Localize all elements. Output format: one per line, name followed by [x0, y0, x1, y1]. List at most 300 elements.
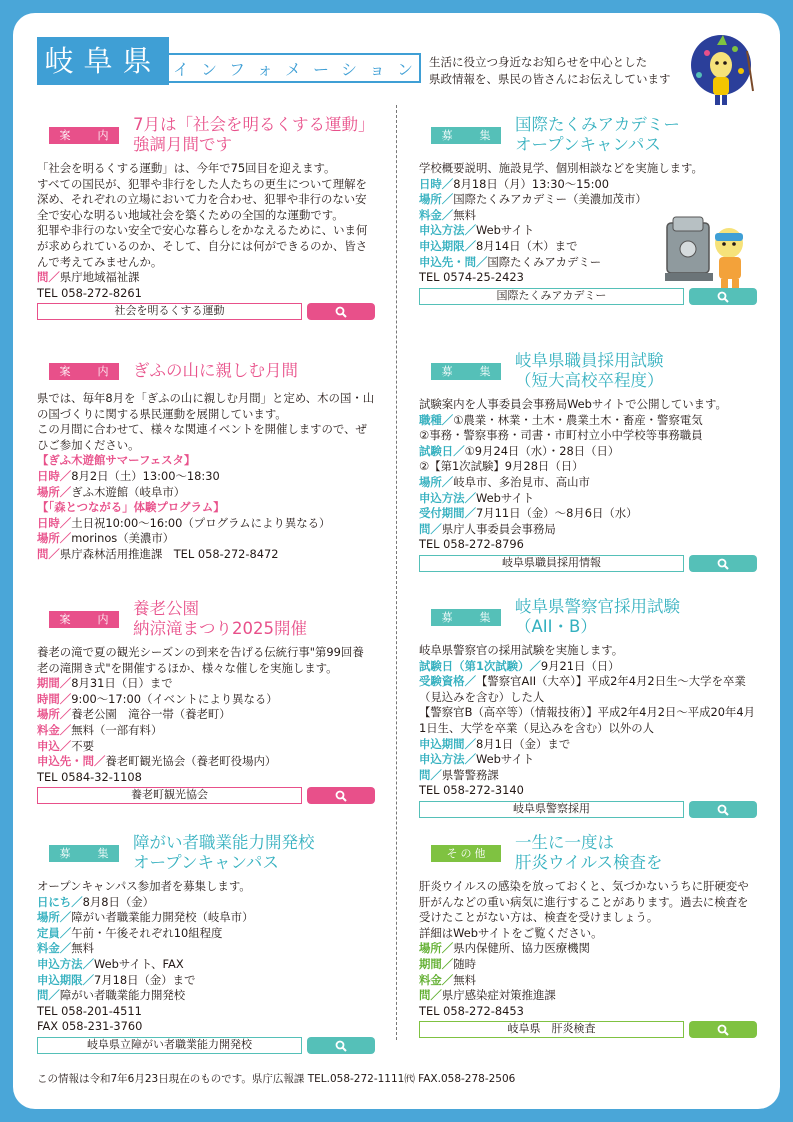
label-separator: ／ — [441, 192, 454, 207]
article-header — [37, 833, 375, 879]
field-value: 犯罪や非行のない安全で安心な暮らしをかなえるために、いま何が求められているのか、そして、自分には何ができるのか、皆さんで考えてみませんか。 — [37, 223, 368, 269]
field-label: 日にち — [37, 894, 72, 909]
field-value: 無料 — [453, 207, 476, 222]
search-button[interactable] — [689, 288, 757, 305]
body-line — [37, 988, 375, 1004]
body-line — [419, 459, 757, 475]
search-icon — [717, 1024, 729, 1036]
field-value: 県警警務課 — [441, 767, 499, 782]
body-line — [37, 1019, 375, 1035]
label-separator: ／ — [529, 658, 541, 673]
field-value: TEL 058-272-8796 — [419, 537, 524, 552]
header — [37, 37, 757, 95]
article-title-line: 一生に一度は — [515, 833, 614, 852]
body-line — [37, 645, 375, 676]
body-line — [419, 208, 757, 224]
footer-note: この情報は令和7年6月23日現在のものです。県庁広報課 TEL.058-272-1111㈹ FAX.058-278-2506 — [37, 1073, 516, 1085]
article-body — [37, 161, 375, 301]
label-separator: ／ — [441, 474, 454, 489]
field-label: 申込期限 — [419, 238, 465, 253]
label-separator: ／ — [441, 412, 454, 427]
field-label: 場所 — [37, 910, 60, 925]
article-title-line: （短大高校卒程度） — [515, 371, 664, 390]
body-line — [419, 270, 757, 286]
body-line — [419, 737, 757, 753]
search-button[interactable] — [689, 555, 757, 572]
field-value: morinos（美濃市） — [71, 531, 175, 546]
body-line — [419, 255, 757, 271]
article-header — [37, 361, 375, 391]
field-label: 職種 — [419, 412, 442, 427]
body-line — [37, 676, 375, 692]
label-separator: ／ — [59, 531, 72, 546]
banner-char: メ — [284, 59, 301, 79]
banner-char: イ — [172, 59, 189, 79]
search-button[interactable] — [307, 1037, 375, 1054]
field-label: 試験日 — [419, 443, 454, 458]
field-value: 詳細はWebサイトをご覧ください。 — [419, 925, 603, 940]
field-value: 無料（一部有料） — [71, 722, 163, 737]
body-line — [37, 422, 375, 453]
field-value: 【警察官B（高卒等）（情報技術）】平成2年4月2日～平成20年4月1日生、大学を卒業（見込みを含む）以外の人 — [419, 705, 756, 735]
label-separator: ／ — [59, 691, 72, 706]
page — [13, 13, 780, 1109]
field-value: 【警察官AII（大卒）】平成2年4月2日生～大学を卒業（見込みを含む）した人 — [419, 674, 746, 704]
search-icon — [335, 1040, 347, 1052]
article-header — [419, 115, 757, 161]
field-value: 8月1日（金）まで — [475, 736, 571, 751]
field-value: 無料 — [453, 972, 476, 987]
body-line — [37, 707, 375, 723]
search-button[interactable] — [689, 801, 757, 818]
field-value: ②事務・警察事務・司書・市町村立小中学校等事務職員 — [419, 428, 703, 443]
field-value: 9月21日（日） — [540, 658, 620, 673]
field-value: ①農業・林業・土木・農業土木・畜産・警察電気 — [453, 412, 703, 427]
search-keyword-box[interactable]: 岐阜県立障がい者職業能力開発校 — [37, 1037, 302, 1054]
sub-heading: 【ぎふ木遊館サマーフェスタ】 — [37, 453, 196, 468]
body-line — [419, 522, 757, 538]
field-value: FAX 058-231-3760 — [37, 1019, 143, 1034]
article — [37, 599, 375, 805]
article — [419, 115, 757, 306]
field-label: 場所 — [37, 484, 60, 499]
field-label: 申込期限 — [37, 972, 83, 987]
article-body — [419, 879, 757, 1019]
article-title-line: 納涼滝まつり2025開催 — [133, 619, 307, 638]
field-value: 「社会を明るくする運動」は、今年で75回目を迎えます。 — [37, 161, 336, 175]
body-line — [37, 739, 375, 755]
field-value: 国際たくみアカデミー — [487, 254, 602, 269]
article — [419, 597, 757, 819]
body-line — [419, 491, 757, 507]
search-icon — [335, 306, 347, 318]
search-bar — [419, 801, 757, 819]
article-header — [37, 115, 375, 161]
body-line — [419, 768, 757, 784]
field-label: 日時 — [37, 468, 60, 483]
field-label: 問 — [419, 988, 431, 1003]
label-separator: ／ — [464, 238, 476, 253]
field-label: 日時 — [37, 515, 60, 530]
article-title — [515, 351, 760, 391]
body-line — [37, 941, 375, 957]
body-line — [37, 453, 375, 469]
field-value: 7月11日（金）～8月6日（水） — [475, 506, 638, 521]
category-tag: 募 集 — [431, 127, 501, 144]
field-value: 県庁地域福祉課 — [59, 270, 140, 285]
article-header — [419, 351, 757, 397]
body-line — [419, 926, 757, 942]
search-bar — [37, 303, 375, 321]
field-value: 午前・午後それぞれ10組程度 — [71, 925, 223, 940]
field-label: 受験資格 — [419, 674, 465, 689]
body-line — [37, 485, 375, 501]
body-line — [37, 161, 375, 177]
body-line — [37, 531, 375, 547]
label-separator: ／ — [441, 176, 454, 191]
body-line — [419, 705, 757, 736]
field-value: Webサイト、FAX — [93, 956, 184, 971]
body-line — [37, 1004, 375, 1020]
body-line — [419, 941, 757, 957]
body-line — [419, 957, 757, 973]
category-tag: その他 — [431, 845, 501, 862]
label-separator: ／ — [59, 515, 72, 530]
article-title-line: ぎふの山に親しむ月間 — [133, 361, 298, 380]
field-value: Webサイト — [475, 752, 535, 767]
field-label: 料金 — [419, 972, 442, 987]
article-title — [515, 833, 760, 873]
body-line — [37, 500, 375, 516]
article — [37, 115, 375, 321]
field-value: 養老公園 滝谷一帯（養老町） — [71, 707, 231, 722]
field-value: 8月8日（金） — [82, 894, 155, 909]
field-value: ②【第1次試験】9月28日（日） — [419, 459, 584, 474]
body-line — [419, 444, 757, 460]
label-separator: ／ — [464, 506, 476, 521]
field-label: 料金 — [37, 722, 60, 737]
body-line — [37, 391, 375, 422]
article-title — [133, 361, 378, 381]
article — [419, 833, 757, 1039]
search-bar — [37, 787, 375, 805]
field-value: 8月18日（月）13:30～15:00 — [453, 176, 609, 191]
field-value: 県庁森林活用推進課 TEL 058-272-8472 — [59, 546, 279, 561]
article-title — [515, 597, 760, 637]
banner-char: ー — [312, 59, 329, 79]
field-label: 問 — [37, 546, 49, 561]
article-title — [133, 115, 378, 155]
body-line — [37, 547, 375, 563]
label-separator: ／ — [82, 972, 94, 987]
field-label: 料金 — [419, 207, 442, 222]
body-line — [419, 659, 757, 675]
search-keyword-box[interactable]: 養老町観光協会 — [37, 787, 302, 804]
label-separator: ／ — [441, 941, 454, 956]
field-value: 試験案内を人事委員会事務局Webサイトで公開しています。 — [419, 397, 727, 411]
body-line — [419, 428, 757, 444]
label-separator: ／ — [59, 910, 72, 925]
banner-char: ン — [396, 59, 413, 79]
article-title-line: 7月は「社会を明るくする運動」 — [133, 115, 375, 134]
label-separator: ／ — [82, 956, 94, 971]
body-line — [37, 910, 375, 926]
information-banner — [167, 53, 421, 83]
field-label: 日時 — [419, 176, 442, 191]
label-separator: ／ — [59, 925, 72, 940]
field-label: 期間 — [37, 676, 60, 691]
label-separator: ／ — [475, 254, 488, 269]
banner-char: ョ — [368, 59, 385, 79]
field-label: 問 — [37, 988, 49, 1003]
field-value: オープンキャンパス参加者を募集します。 — [37, 879, 251, 893]
article-title-line: 国際たくみアカデミー — [515, 115, 680, 134]
body-line — [37, 926, 375, 942]
body-line — [419, 537, 757, 553]
field-value: 障がい者職業能力開発校（岐阜市） — [71, 910, 254, 925]
field-label: 場所 — [419, 941, 442, 956]
field-label: 申込方法 — [419, 223, 465, 238]
body-line — [419, 879, 757, 926]
search-keyword-box[interactable]: 社会を明るくする運動 — [37, 303, 302, 320]
label-separator: ／ — [464, 674, 476, 689]
label-separator: ／ — [430, 767, 442, 782]
body-line — [419, 1004, 757, 1020]
field-value: 不要 — [71, 738, 94, 753]
label-separator: ／ — [48, 988, 60, 1003]
field-value: ①9月24日（水）・28日（日） — [464, 443, 620, 458]
search-icon — [335, 790, 347, 802]
article-body — [37, 645, 375, 785]
label-separator: ／ — [441, 207, 454, 222]
field-value: 8月2日（土）13:00～18:30 — [71, 468, 220, 483]
article-body — [419, 161, 757, 286]
body-line — [37, 270, 375, 286]
field-value: 9:00～17:00（イベントにより異なる） — [71, 691, 278, 706]
field-value: 肝炎ウイルスの感染を放っておくと、気づかないうちに肝硬変や肝がんなどの重い病気に進行することがあります。過去に検査を受けたことがない方は、検査を受けましょう。 — [419, 879, 749, 925]
article-title-line: 障がい者職業能力開発校 — [133, 833, 315, 852]
sub-heading: 【「森とつながる」体験プログラム】 — [37, 500, 225, 515]
field-value: 養老の滝で夏の観光シーズンの到来を告げる伝統行事"第99回養老の滝開き式"を開催するほか、様々な催しを実施します。 — [37, 645, 364, 675]
body-line — [37, 286, 375, 302]
body-line — [419, 192, 757, 208]
column-divider — [396, 105, 397, 1040]
banner-char: ォ — [256, 59, 273, 79]
field-label: 試験日（第1次試験） — [419, 658, 530, 673]
field-value: 8月14日（木）まで — [475, 238, 578, 253]
field-value: TEL 0584-32-1108 — [37, 769, 142, 784]
field-value: 養老町観光協会（養老町役場内） — [105, 754, 277, 769]
body-line — [419, 506, 757, 522]
label-separator: ／ — [464, 223, 476, 238]
body-line — [419, 783, 757, 799]
field-value: 県内保健所、協力医療機関 — [453, 941, 590, 956]
body-line — [37, 469, 375, 485]
field-value: 8月31日（日）まで — [71, 676, 173, 691]
article-title — [515, 115, 760, 155]
field-value: 岐阜県警察官の採用試験を実施します。 — [419, 643, 624, 657]
label-separator: ／ — [464, 752, 476, 767]
field-value: TEL 058-272-3140 — [419, 783, 524, 798]
field-value: Webサイト — [475, 223, 535, 238]
body-line — [37, 177, 375, 224]
field-value: 県庁感染症対策推進課 — [441, 988, 556, 1003]
body-line — [37, 692, 375, 708]
article-title — [133, 599, 378, 639]
search-bar — [419, 555, 757, 573]
body-line — [419, 223, 757, 239]
label-separator: ／ — [59, 738, 72, 753]
article — [37, 833, 375, 1055]
field-label: 場所 — [419, 474, 442, 489]
field-label: 時間 — [37, 691, 60, 706]
article — [37, 361, 375, 563]
field-label: 場所 — [37, 707, 60, 722]
field-value: TEL 058-272-8261 — [37, 285, 142, 300]
header-intro — [429, 54, 679, 88]
field-value: 障がい者職業能力開発校 — [59, 988, 186, 1003]
field-value: すべての国民が、犯罪や非行をした人たちの更生について理解を深め、それぞれの立場において力を合わせ、犯罪や非行のない安全で安心な明るい地域社会を築くための全国的な運動です。 — [37, 176, 367, 222]
body-line — [419, 988, 757, 1004]
search-bar — [419, 288, 757, 306]
banner-char: フ — [228, 59, 245, 79]
banner-char: ン — [200, 59, 217, 79]
label-separator: ／ — [430, 988, 442, 1003]
label-separator: ／ — [59, 722, 72, 737]
category-tag: 案 内 — [49, 611, 119, 628]
search-keyword-box[interactable]: 国際たくみアカデミー — [419, 288, 684, 305]
field-label: 申込方法 — [419, 752, 465, 767]
article-title-line: 肝炎ウイルス検査を — [515, 853, 663, 872]
field-value: ぎふ木遊館（岐阜市） — [71, 484, 186, 499]
article-body — [37, 391, 375, 563]
search-button[interactable] — [307, 787, 375, 804]
field-value: 国際たくみアカデミー（美濃加茂市） — [453, 192, 647, 207]
field-label: 申込 — [37, 738, 60, 753]
search-icon — [717, 804, 729, 816]
article-title-line: （AII・B） — [515, 617, 597, 636]
label-separator: ／ — [59, 484, 72, 499]
article-body — [37, 879, 375, 1035]
body-line — [37, 223, 375, 270]
body-line — [419, 643, 757, 659]
field-value: TEL 058-201-4511 — [37, 1003, 142, 1018]
body-line — [419, 239, 757, 255]
field-label: 問 — [419, 521, 431, 536]
label-separator: ／ — [441, 972, 454, 987]
field-value: 無料 — [71, 941, 94, 956]
article-header — [419, 597, 757, 643]
category-tag: 案 内 — [49, 127, 119, 144]
article-body — [419, 397, 757, 553]
label-separator: ／ — [71, 894, 83, 909]
article-body — [419, 643, 757, 799]
field-label: 申込先・問 — [419, 254, 476, 269]
field-label: 場所 — [37, 531, 60, 546]
article — [419, 351, 757, 573]
article-title — [133, 833, 378, 873]
body-line — [419, 177, 757, 193]
article-title-line: 岐阜県職員採用試験 — [515, 351, 664, 370]
field-label: 申込先・問 — [37, 754, 94, 769]
field-value: TEL 058-272-8453 — [419, 1003, 524, 1018]
body-line — [37, 770, 375, 786]
article-title-line: 強調月間です — [133, 135, 232, 154]
label-separator: ／ — [59, 468, 72, 483]
category-tag: 案 内 — [49, 363, 119, 380]
field-label: 受付期間 — [419, 506, 465, 521]
field-label: 申込期間 — [419, 736, 465, 751]
field-label: 期間 — [419, 956, 442, 971]
prefecture-title: 岐阜県 — [37, 37, 169, 85]
body-line — [37, 516, 375, 532]
body-line — [37, 723, 375, 739]
search-icon — [717, 291, 729, 303]
field-value: 随時 — [453, 956, 476, 971]
field-value: 県庁人事委員会事務局 — [441, 521, 556, 536]
search-keyword-box[interactable]: 岐阜県 肝炎検査 — [419, 1021, 684, 1038]
label-separator: ／ — [464, 490, 476, 505]
search-icon — [717, 558, 729, 570]
search-button[interactable] — [307, 303, 375, 320]
label-separator: ／ — [93, 754, 106, 769]
field-value: この月間に合わせて、様々な関連イベントを開催しますので、ぜひご参加ください。 — [37, 422, 367, 452]
field-label: 場所 — [419, 192, 442, 207]
field-label: 問 — [419, 767, 431, 782]
body-line — [419, 161, 757, 177]
article-title-line: オープンキャンパス — [515, 135, 661, 154]
category-tag: 募 集 — [431, 609, 501, 626]
search-button[interactable] — [689, 1021, 757, 1038]
search-bar — [419, 1021, 757, 1039]
field-value: 岐阜市、多治見市、高山市 — [453, 474, 590, 489]
body-line — [419, 674, 757, 705]
mascot-illustration — [677, 31, 763, 111]
category-tag: 募 集 — [49, 845, 119, 862]
label-separator: ／ — [441, 956, 454, 971]
field-label: 申込方法 — [419, 490, 465, 505]
banner-char: シ — [340, 59, 357, 79]
label-separator: ／ — [430, 521, 442, 536]
article-title-line: オープンキャンパス — [133, 853, 279, 872]
body-line — [419, 397, 757, 413]
field-value: 学校概要説明、施設見学、個別相談などを実施します。 — [419, 161, 703, 175]
field-value: Webサイト — [475, 490, 535, 505]
article-title-line: 岐阜県警察官採用試験 — [515, 597, 680, 616]
label-separator: ／ — [59, 676, 72, 691]
label-separator: ／ — [453, 443, 465, 458]
search-keyword-box[interactable]: 岐阜県警察採用 — [419, 801, 684, 818]
category-tag: 募 集 — [431, 363, 501, 380]
label-separator: ／ — [48, 270, 60, 285]
article-header — [37, 599, 375, 645]
body-line — [419, 973, 757, 989]
search-keyword-box[interactable]: 岐阜県職員採用情報 — [419, 555, 684, 572]
field-value: TEL 0574-25-2423 — [419, 270, 524, 285]
body-line — [37, 957, 375, 973]
field-label: 問 — [37, 270, 49, 285]
field-label: 料金 — [37, 941, 60, 956]
body-line — [419, 413, 757, 429]
body-line — [419, 475, 757, 491]
body-line — [37, 895, 375, 911]
article-title-line: 養老公園 — [133, 599, 199, 618]
field-value: 県では、毎年8月を「ぎふの山に親しむ月間」と定め、木の国・山の国づくりに関する県民運動を展開しています。 — [37, 391, 375, 421]
body-line — [37, 879, 375, 895]
label-separator: ／ — [59, 707, 72, 722]
article-header — [419, 833, 757, 879]
field-value: 土日祝10:00～16:00（プログラムにより異なる） — [71, 515, 331, 530]
